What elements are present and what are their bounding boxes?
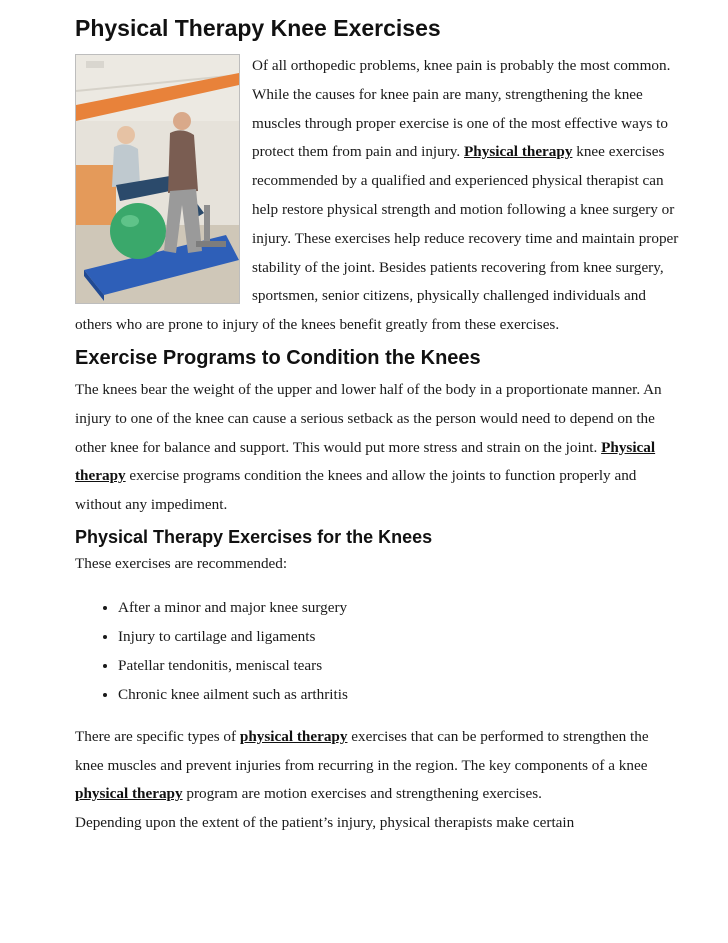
therapy-illustration [76,55,239,303]
components-text-a: There are specific types of [75,727,237,745]
article [75,10,680,838]
section-heading-exercises: Physical Therapy Exercises for the Knees [75,526,433,547]
page-title: Physical Therapy Knee Exercises [75,15,441,41]
conditioning-text-start: The knees bear the weight of the upper and lower half of the body in a proportionate manner. An injury to one of the knee can cause a serious setback as the person would need to depend on the other knee for balance and support. This would put more stress and strain on the joint. [75,380,662,456]
list-item: • Chronic knee ailment such as arthritis [118,680,680,709]
therapy-photo [75,54,240,304]
section-heading-conditioning: Exercise Programs to Condition the Knees [75,346,481,369]
components-paragraph [75,723,680,809]
physical-therapy-link[interactable]: Physical therapy [75,438,656,485]
list-item: • Injury to cartilage and ligaments [118,622,680,651]
conditioning-text-end: exercise programs condition the knees and allow the joints to function properly and without any impediment. [75,467,637,514]
intro-section [75,52,680,340]
list-item: • Patellar tendonitis, meniscal tears [118,651,680,680]
exercises-lead: These exercises are recommended: [75,554,288,572]
components-text-c: program are motion exercises and strengthening exercises. [186,785,542,803]
recommendation-list [75,593,680,709]
closing-paragraph: Depending upon the extent of the patient’s injury, physical therapists make certain [75,814,575,832]
physical-therapy-link[interactable]: physical therapy [75,785,183,803]
intro-text-start: Of all orthopedic problems, knee pain is probably the most common. While the causes for knee pain are many, strengthening the knee muscles through proper exercise is one of the most effective ways to protect them from pain and injury. [252,57,671,161]
list-item: • After a minor and major knee surgery [118,593,680,622]
physical-therapy-link[interactable]: physical therapy [239,727,348,745]
intro-text-end: knee exercises recommended by a qualified and experienced physical therapist can help restore physical strength and motion following a knee surgery or injury. These exercises help reduce recovery time and maintain proper stability of the joint. Besides patients recovering from knee surgery, sportsmen, senior citizens, physically challenged individuals and others who are prone to injury of the knees benefit greatly from these exercises. [75,143,679,334]
conditioning-paragraph [75,376,680,520]
components-text-b: exercises that can be performed to strengthen the knee muscles and prevent injuries from recurring in the region. The key components of a knee [75,727,649,774]
physical-therapy-link[interactable]: Physical therapy [464,143,573,161]
